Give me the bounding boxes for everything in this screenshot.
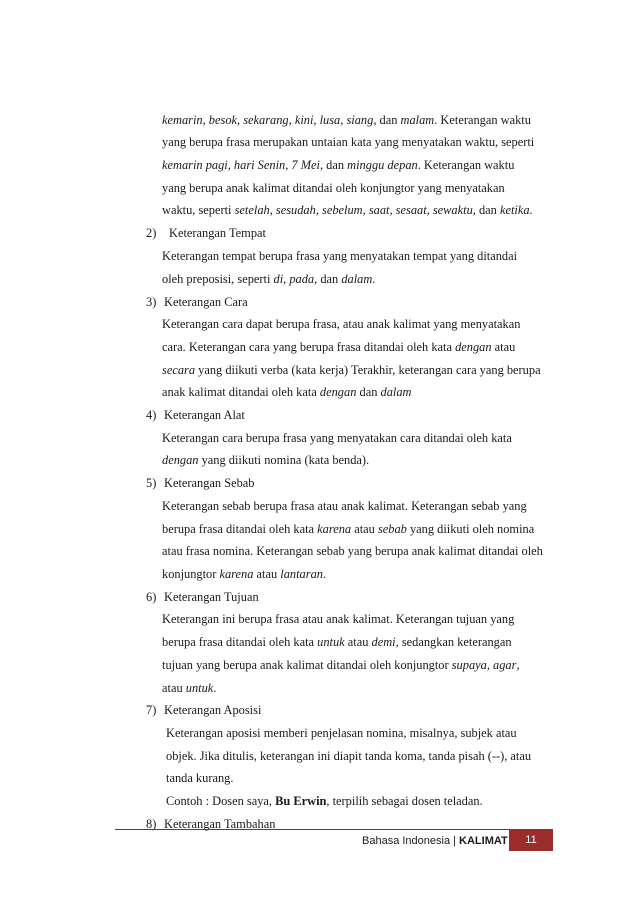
tujuan-line-2: berupa frasa ditandai oleh kata untuk atau demi, sedangkan keterangan	[162, 635, 512, 649]
aposisi-line-3: tanda kurang.	[166, 771, 234, 785]
tempat-line-1: Keterangan tempat berupa frasa yang menyatakan tempat yang ditandai	[162, 249, 518, 263]
item-title-cara: Keterangan Cara	[164, 295, 248, 309]
cara-line-4: anak kalimat ditandai oleh kata dengan dan dalam	[162, 385, 412, 399]
item-number-2: 2)	[146, 226, 157, 240]
cara-line-1: Keterangan cara dapat berupa frasa, atau anak kalimat yang menyatakan	[162, 317, 521, 331]
sebab-line-2: berupa frasa ditandai oleh kata karena atau sebab yang diikuti oleh nomina	[162, 522, 535, 536]
item-number-6: 6)	[146, 590, 157, 604]
page-number-badge: 11	[509, 829, 553, 851]
aposisi-line-2: objek. Jika ditulis, keterangan ini diapit tanda koma, tanda pisah (--), atau	[166, 749, 532, 763]
aposisi-line-1: Keterangan aposisi memberi penjelasan nomina, misalnya, subjek atau	[166, 726, 517, 740]
item-number-5: 5)	[146, 476, 157, 490]
item-title-tujuan: Keterangan Tujuan	[164, 590, 259, 604]
cara-line-2: cara. Keterangan cara yang berupa frasa ditandai oleh kata dengan atau	[162, 340, 516, 354]
cara-line-3: secara yang diikuti verba (kata kerja) Terakhir, keterangan cara yang berupa	[162, 363, 541, 377]
tujuan-line-1: Keterangan ini berupa frasa atau anak kalimat. Keterangan tujuan yang	[162, 612, 515, 626]
footer-divider	[115, 829, 553, 830]
item-number-8: 8)	[146, 817, 157, 831]
waktu-line-4: yang berupa anak kalimat ditandai oleh konjungtor yang menyatakan	[162, 181, 505, 195]
tempat-line-2: oleh preposisi, seperti di, pada, dan dalam.	[162, 272, 376, 286]
item-title-sebab: Keterangan Sebab	[164, 476, 255, 490]
tujuan-line-3: tujuan yang berupa anak kalimat ditandai oleh konjungtor supaya, agar,	[162, 658, 520, 672]
sebab-line-3: atau frasa nomina. Keterangan sebab yang berupa anak kalimat ditandai oleh	[162, 544, 543, 558]
waktu-line-2: yang berupa frasa merupakan untaian kata yang menyatakan waktu, seperti	[162, 135, 535, 149]
item-title-tempat: Keterangan Tempat	[169, 226, 266, 240]
sebab-line-1: Keterangan sebab berupa frasa atau anak kalimat. Keterangan sebab yang	[162, 499, 527, 513]
item-title-tambahan: Keterangan Tambahan	[164, 817, 276, 831]
item-number-7: 7)	[146, 703, 157, 717]
item-number-3: 3)	[146, 295, 157, 309]
alat-line-2: dengan yang diikuti nomina (kata benda).	[162, 453, 370, 467]
footer-running-title: Bahasa Indonesia | KALIMAT	[362, 835, 508, 847]
waktu-line-3: kemarin pagi, hari Senin, 7 Mei, dan minggu depan. Keterangan waktu	[162, 158, 515, 172]
aposisi-line-4: Contoh : Dosen saya, Bu Erwin, terpilih sebagai dosen teladan.	[166, 794, 483, 808]
item-title-alat: Keterangan Alat	[164, 408, 245, 422]
item-number-4: 4)	[146, 408, 157, 422]
tujuan-line-4: atau untuk.	[162, 681, 217, 695]
item-title-aposisi: Keterangan Aposisi	[164, 703, 262, 717]
sebab-line-4: konjungtor karena atau lantaran.	[162, 567, 327, 581]
alat-line-1: Keterangan cara berupa frasa yang menyatakan cara ditandai oleh kata	[162, 431, 512, 445]
waktu-line-5: waktu, seperti setelah, sesudah, sebelum, saat, sesaat, sewaktu, dan ketika.	[162, 203, 533, 217]
waktu-line-1: kemarin, besok, sekarang, kini, lusa, siang, dan malam. Keterangan waktu	[162, 113, 531, 127]
